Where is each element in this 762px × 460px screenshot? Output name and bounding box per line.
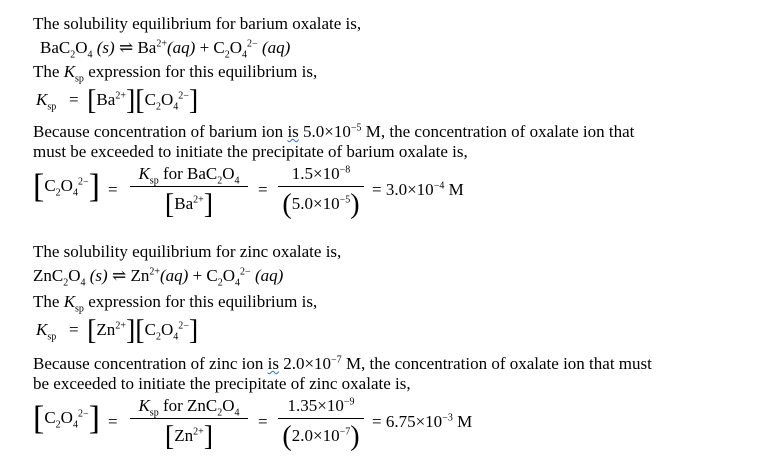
barium-oxalate-concentration: $[C_2O_4^{2-}]$ (33, 168, 100, 205)
zinc-equals-2: = (258, 412, 268, 431)
zinc-intro: The solubility equilibrium for zinc oxalate is, (33, 242, 342, 261)
barium-because-line1: Because concentration of barium ion is $5.0\times 10^{-5}$ M, the concentration of oxalate ion that (33, 122, 635, 141)
barium-fraction-ksp: $K_{sp}$ for $BaC_2O_4$ $[Ba^{2+}]$ (130, 164, 248, 221)
barium-result: = $3.0\times 10^{-4}$ M (372, 180, 464, 199)
zinc-equilibrium: $ZnC_2O_4$ (s) ⇌ $Zn^{2+}(aq) + C_2O_4^{2-}$ (aq) (33, 266, 284, 289)
barium-because-line2: must be exceeded to initiate the precipitate of barium oxalate is, (33, 142, 468, 161)
barium-equals-2: = (258, 180, 268, 199)
zinc-because-line2: be exceeded to initiate the precipitate of zinc oxalate is, (33, 374, 411, 393)
zinc-fraction-ksp: $K_{sp}$ for $ZnC_2O_4$ $[Zn^{2+}]$ (130, 396, 248, 453)
zinc-equals-1: = (108, 412, 118, 431)
barium-fraction-values: $1.5\times 10^{-8}$ $(5.0\times 10^{-5})$ (278, 164, 364, 221)
barium-ksp-expression: $K_{sp}$ = $[Ba^{2+}][C_2O_4^{2-}]$ (36, 85, 199, 116)
zinc-oxalate-concentration: $[C_2O_4^{2-}]$ (33, 400, 100, 437)
barium-ksp-intro: The $K_{sp}$ expression for this equilibrium is, (33, 62, 318, 85)
zinc-ksp-expression: $K_{sp}$ = $[Zn^{2+}][C_2O_4^{2-}]$ (36, 315, 199, 346)
zinc-because-line1: Because concentration of zinc ion is $2.0\times 10^{-7}$ M, the concentration of oxalate ion that must (33, 354, 652, 373)
barium-equilibrium: $BaC_2O_4$ (s) ⇌ $Ba^{2+}(aq) + C_2O_4^{2-}$ (aq) (40, 38, 291, 61)
zinc-result: = $6.75\times 10^{-3}$ M (372, 412, 473, 431)
barium-intro: The solubility equilibrium for barium oxalate is, (33, 14, 362, 33)
zinc-ksp-intro: The $K_{sp}$ expression for this equilibrium is, (33, 292, 318, 315)
barium-equals-1: = (108, 180, 118, 199)
zinc-fraction-values: $1.35\times 10^{-9}$ $(2.0\times 10^{-7})$ (278, 396, 364, 453)
